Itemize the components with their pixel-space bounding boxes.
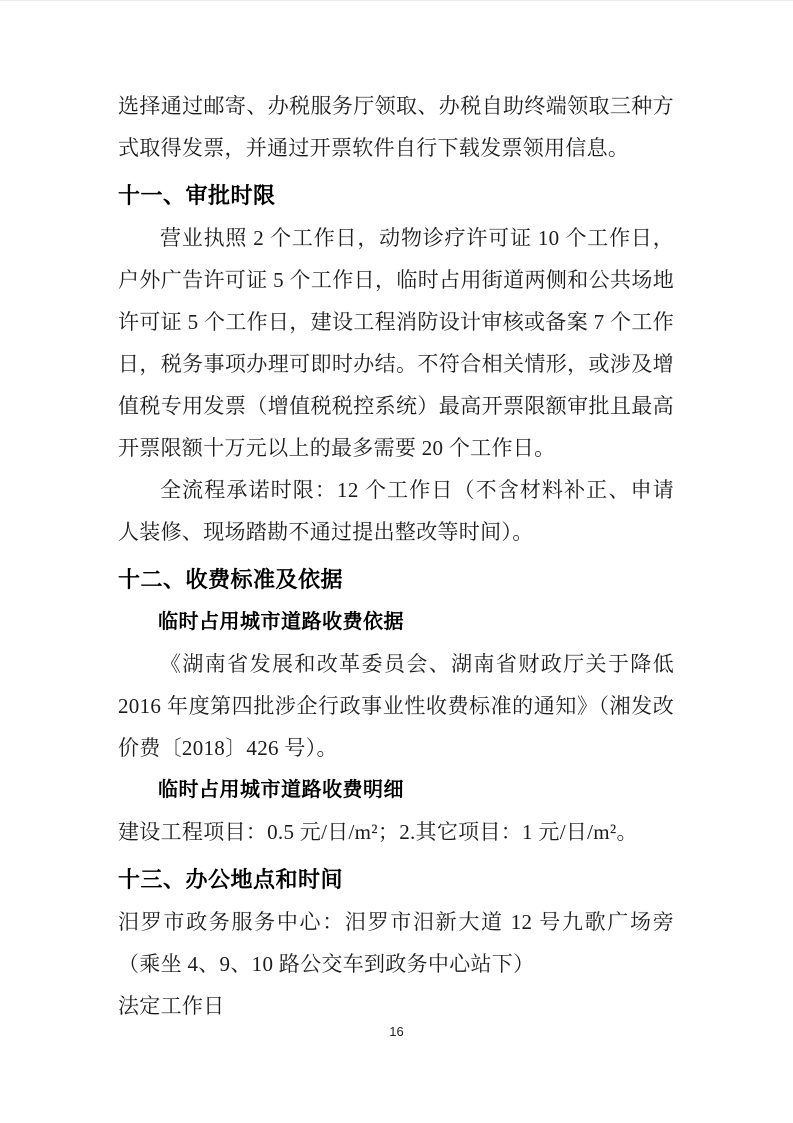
- paragraph-fee-rates: 建设工程项目：0.5 元/日/m²；2.其它项目：1 元/日/m²。: [118, 820, 638, 844]
- section-heading-approval-time-limit: 十一、审批时限: [118, 183, 276, 208]
- section-heading-office-location-time: 十三、办公地点和时间: [118, 867, 344, 892]
- paragraph-fee-basis-document: 《湖南省发展和改革委员会、湖南省财政厅关于降低 2016 年度第四批涉企行政事业性收费标准的通知》（湘发改价费〔2018〕426 号）。: [118, 652, 674, 760]
- section-heading-fee-standards: 十二、收费标准及依据: [118, 567, 344, 592]
- subheading-road-occupation-fee-detail: 临时占用城市道路收费明细: [158, 779, 404, 801]
- page-number: 16: [389, 1024, 404, 1039]
- paragraph-invoice-delivery: 选择通过邮寄、办税服务厅领取、办税自助终端领取三种方式取得发票，并通过开票软件自行下载发票领用信息。: [118, 94, 674, 160]
- document-body: [118, 85, 674, 1027]
- paragraph-full-process-commitment: 全流程承诺时限：12 个工作日（不含材料补正、申请人装修、现场踏勘不通过提出整改等时间）。: [118, 478, 674, 544]
- paragraph-working-days: 法定工作日: [118, 994, 225, 1018]
- subheading-road-occupation-fee-basis: 临时占用城市道路收费依据: [158, 611, 404, 633]
- paragraph-approval-time-details: 营业执照 2 个工作日，动物诊疗许可证 10 个工作日，户外广告许可证 5 个工作日，临时占用街道两侧和公共场地许可证 5 个工作日，建设工程消防设计审核或备案 7 个工作日，税务事项办理可即时办结。不符合相关情形，或涉及增值税专用发票（增值税税控系统）最高开票限额审批且最高开票限额十万元以上的最多需要 20 个工作日。: [118, 226, 674, 460]
- paragraph-office-address: 汨罗市政务服务中心：汨罗市汨新大道 12 号九歌广场旁（乘坐 4、9、10 路公交车到政务中心站下）: [118, 910, 674, 976]
